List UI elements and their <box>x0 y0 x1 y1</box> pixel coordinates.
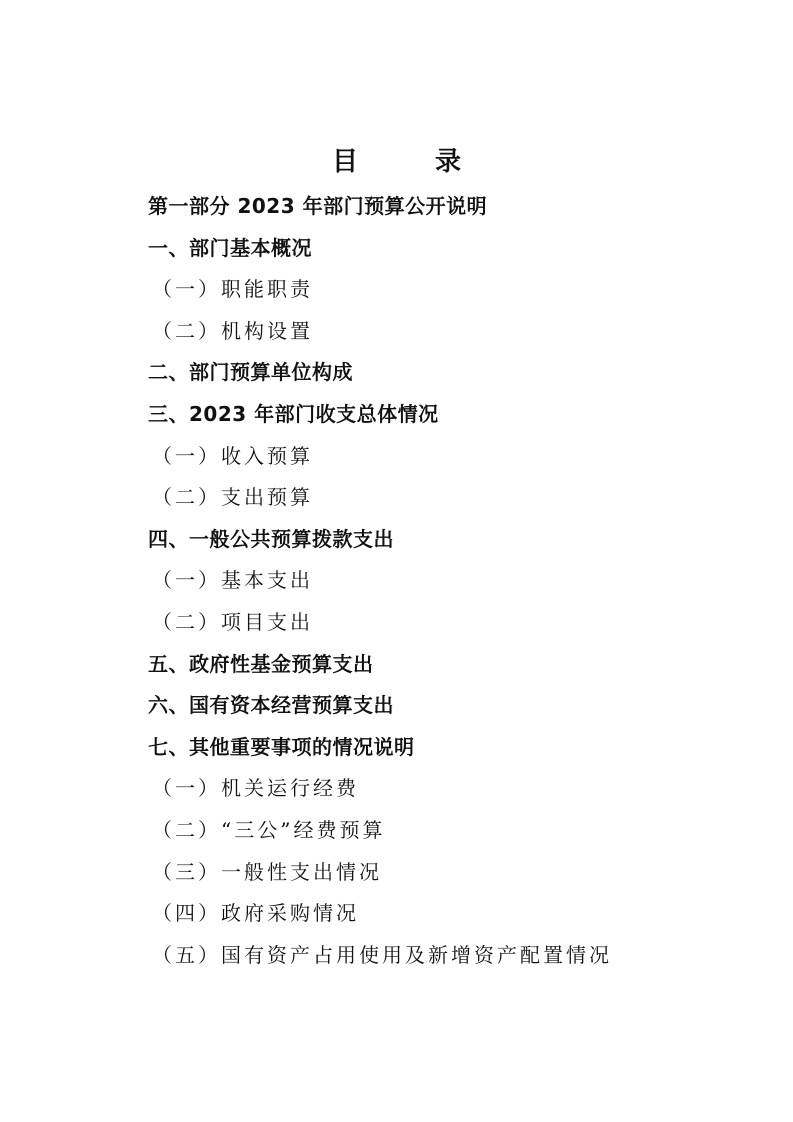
toc-entry-section-1: 一、部门基本概况 <box>148 235 312 260</box>
toc-entry-7-1: （一）机关运行经费 <box>152 776 359 801</box>
toc-entry-7-4: （四）政府采购情况 <box>152 901 359 926</box>
toc-entry-part-one: 第一部分 2023 年部门预算公开说明 <box>148 194 488 218</box>
toc-entry-4-2: （二）项目支出 <box>152 609 313 634</box>
table-of-contents <box>148 186 748 976</box>
toc-entry-3-1: （一）收入预算 <box>152 443 313 468</box>
toc-entry-4-1: （一）基本支出 <box>152 568 313 593</box>
toc-entry-section-5: 五、政府性基金预算支出 <box>148 651 374 676</box>
toc-entry-section-7: 七、其他重要事项的情况说明 <box>148 734 415 759</box>
toc-entry-section-3: 三、2023 年部门收支总体情况 <box>148 401 439 426</box>
toc-entry-3-2: （二）支出预算 <box>152 485 313 510</box>
toc-entry-section-6: 六、国有资本经营预算支出 <box>148 693 394 718</box>
toc-entry-7-2: （二）“三公”经费预算 <box>152 817 386 842</box>
toc-entry-1-1: （一）职能职责 <box>152 277 313 302</box>
page-title: 目 录 <box>331 147 496 177</box>
toc-entry-7-3: （三）一般性支出情况 <box>152 859 382 884</box>
toc-entry-section-2: 二、部门预算单位构成 <box>148 360 353 385</box>
toc-entry-section-4: 四、一般公共预算拨款支出 <box>148 526 394 551</box>
toc-entry-7-5: （五）国有资产占用使用及新增资产配置情况 <box>152 942 612 967</box>
toc-entry-1-2: （二）机构设置 <box>152 318 313 343</box>
